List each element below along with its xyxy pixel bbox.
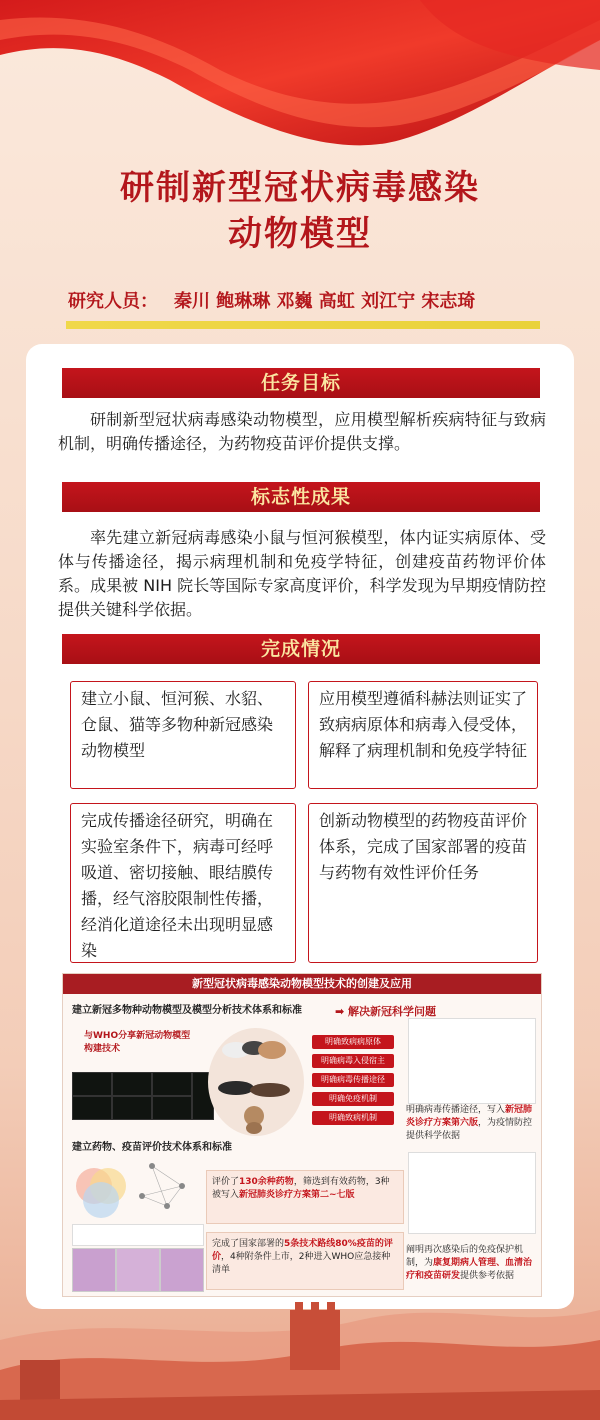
figure-note-transmission: 明确病毒传播途径，写入新冠肺炎诊疗方案第六版，为疫情防控提供科学依据 (406, 1105, 533, 1141)
drug-network-diagram (72, 1156, 204, 1222)
figure-title: 新型冠状病毒感染动物模型技术的创建及应用 (63, 974, 541, 994)
animal-models-illustration (206, 1026, 306, 1138)
figure-tag-3: 明确病毒传播途径 (312, 1073, 394, 1087)
section-heading-completion: 完成情况 (62, 634, 540, 664)
microscopy-image (152, 1072, 192, 1096)
authors-label: 研究人员： (68, 291, 158, 312)
section-heading-achievement: 标志性成果 (62, 482, 540, 512)
page-title-line2: 动物模型 (228, 214, 372, 254)
figure-tag-1: 明确致病病原体 (312, 1035, 394, 1049)
figure-note-vaccines: 完成了国家部署的5条技术路线80%疫苗的评价，4种附条件上市，2种进入WHO应急接种清单 (212, 1239, 393, 1275)
page-title-line1: 研制新型冠状病毒感染 (120, 168, 480, 208)
red-flag-decoration (0, 0, 600, 170)
goal-text: 研制新型冠状病毒感染动物模型，应用模型解析疾病特征与致病机制，明确传播途径，为药物疫苗评价提供支撑。 (58, 410, 546, 453)
completion-box-4: 创新动物模型的药物疫苗评价体系，完成了国家部署的疫苗与药物有效性评价任务 (308, 803, 538, 963)
figure-tag-4: 明确免疫机制 (312, 1092, 394, 1106)
completion-box-2: 应用模型遵循科赫法则证实了致病病原体和病毒入侵受体，解释了病理机制和免疫学特征 (308, 681, 538, 789)
figure-subtitle-models: 建立新冠多物种动物模型及模型分析技术体系和标准 (72, 1005, 302, 1016)
figure-note-reinfection: 阐明再次感染后的免疫保护机制，为康复期病人管理、血清治疗和疫苗研发提供参考依据 (406, 1245, 533, 1281)
figure-arrow-text: 解决新冠科学问题 (348, 1005, 437, 1018)
figure-subtitle-evaluation: 建立药物、疫苗评价技术体系和标准 (72, 1142, 232, 1153)
microscopy-image (152, 1096, 192, 1120)
authors-names: 秦川 鲍琳琳 邓巍 高虹 刘江宁 宋志琦 (174, 291, 476, 312)
figure-tag-2: 明确病毒入侵宿主 (312, 1054, 394, 1068)
achievement-text: 率先建立新冠病毒感染小鼠与恒河猴模型，体内证实病原体、受体与传播途径，揭示病理机制和免疫学特征，创建疫苗药物评价体系。成果被 NIH 院长等国际专家高度评价，科学发现为早期疫情防控提供关键科学依据。 (58, 528, 546, 619)
completion-box-1: 建立小鼠、恒河猴、水貂、仓鼠、猫等多物种新冠感染动物模型 (70, 681, 296, 789)
dose-response-charts (72, 1224, 204, 1246)
figure-tag-5: 明确致病机制 (312, 1111, 394, 1125)
completion-box-3: 完成传播途径研究，明确在实验室条件下，病毒可经呼吸道、密切接触、眼结膜传播，经气溶胶限制性传播，经消化道途径未出现明显感染 (70, 803, 296, 963)
reinfection-chart-panel (408, 1152, 536, 1234)
microscopy-image (72, 1072, 112, 1096)
figure-arrow-label: ➡ 解决新冠科学问题 (335, 1005, 437, 1018)
microscopy-image (112, 1096, 152, 1120)
microscopy-image (72, 1096, 112, 1120)
section-heading-goal: 任务目标 (62, 368, 540, 398)
microscopy-image (112, 1072, 152, 1096)
great-wall-decoration (0, 1250, 600, 1420)
who-share-label: 与WHO分享新冠动物模型构建技术 (84, 1031, 191, 1054)
authors-underline (66, 321, 540, 329)
transmission-chart-panel (408, 1018, 536, 1104)
authors (68, 287, 475, 313)
figure-note-drugs: 评价了130余种药物，筛选到有效药物，3种被写入新冠肺炎诊疗方案第二~七版 (212, 1177, 390, 1200)
